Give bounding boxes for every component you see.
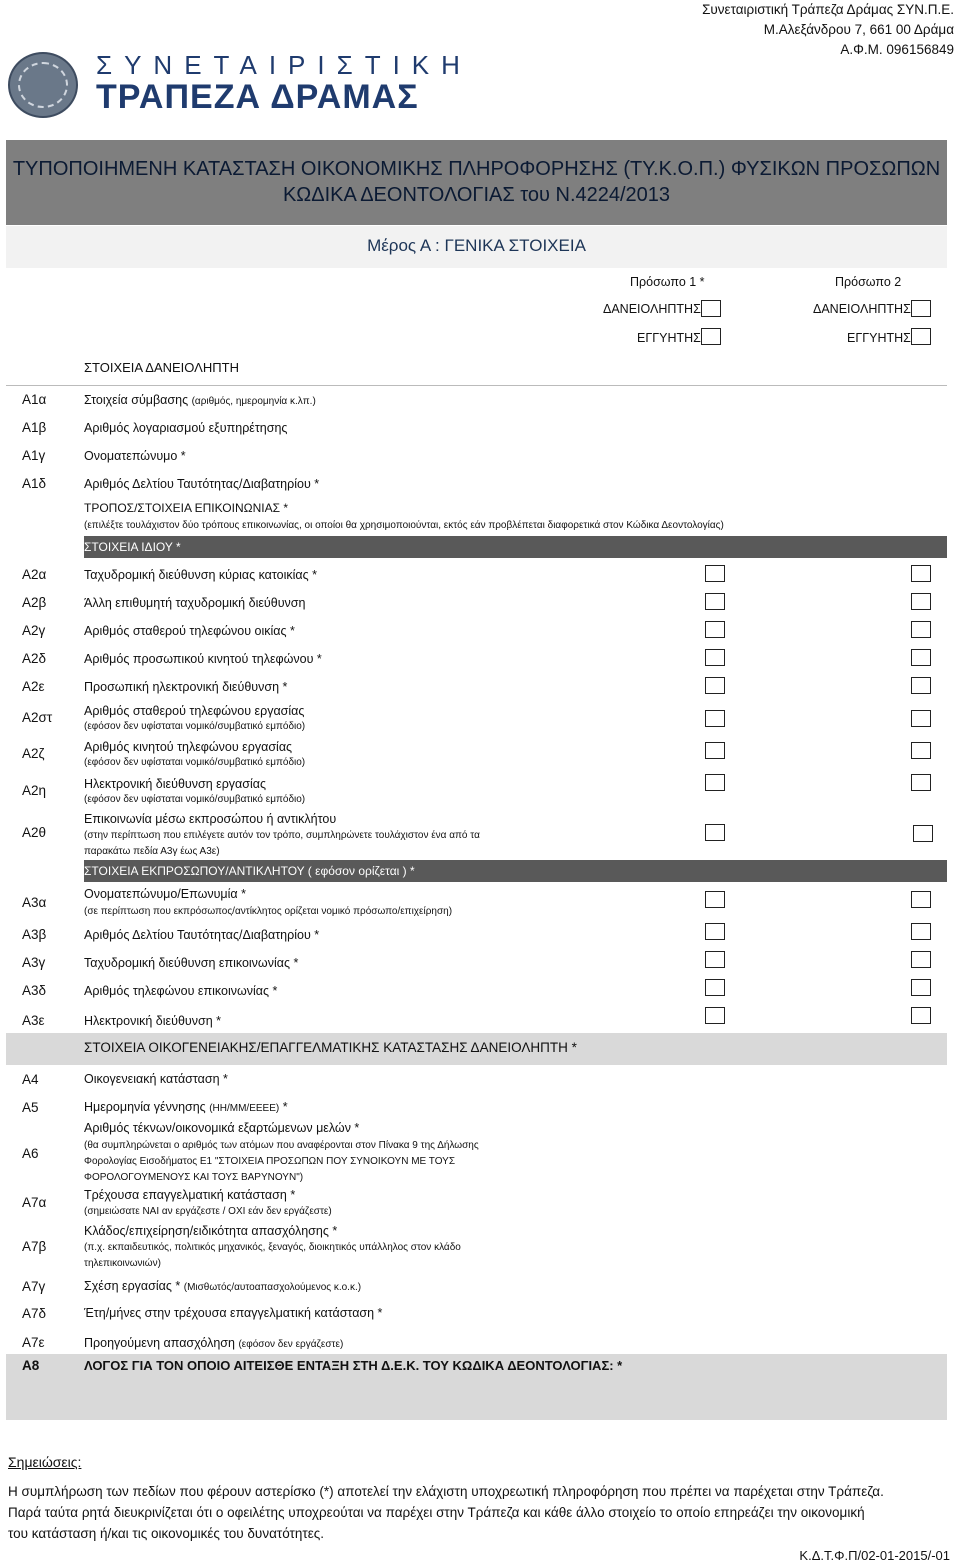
row-code: Α2η: [22, 783, 47, 798]
own-section-title: ΣΤΟΙΧΕΙΑ ΙΔΙΟΥ *: [84, 540, 181, 554]
row-note: τηλεπικοινωνιών): [84, 1258, 161, 1269]
row-code: Α6: [22, 1146, 39, 1161]
row-code: Α2ε: [22, 679, 45, 694]
person-1-title: Πρόσωπο 1 *: [630, 275, 705, 289]
row-label: Οικογενειακή κατάσταση *: [84, 1072, 228, 1086]
person-1-checkbox[interactable]: [705, 1007, 725, 1024]
row-code: Α2β: [22, 595, 47, 610]
row-label: Ηλεκτρονική διεύθυνση *: [84, 1014, 221, 1028]
person-1-checkbox[interactable]: [705, 710, 725, 727]
row-code: Α7ε: [22, 1335, 45, 1350]
row-label: Αριθμός σταθερού τηλεφώνου εργασίας: [84, 704, 305, 718]
bank-address: Μ.Αλεξάνδρου 7, 661 00 Δράμα: [763, 22, 954, 37]
person-1-guarantor-label: ΕΓΓΥΗΤΗΣ: [637, 331, 701, 345]
person-2-checkbox[interactable]: [911, 565, 931, 582]
row-note: Φορολογίας Εισοδήματος Ε1 "ΣΤΟΙΧΕΙΑ ΠΡΟΣΩΠΩΝ ΠΟΥ ΣΥΝΟΙΚΟΥΝ ΜΕ ΤΟΥΣ: [84, 1156, 456, 1167]
row-label: Ονοματεπώνυμο/Επωνυμία *: [84, 887, 246, 901]
person-1-borrower-checkbox[interactable]: [701, 300, 721, 317]
row-label: Προηγούμενη απασχόληση (εφόσον δεν εργάζεστε): [84, 1336, 344, 1350]
row-label: Αριθμός κινητού τηλεφώνου εργασίας: [84, 740, 293, 754]
row-code: Α2γ: [22, 623, 46, 638]
row-code: Α3α: [22, 895, 47, 910]
row-note: (στην περίπτωση που επιλέγετε αυτόν τον τρόπο, συμπληρώνετε τουλάχιστον ένα από τα: [84, 830, 480, 841]
contact-section-note: (επιλέξτε τουλάχιστον δύο τρόπους επικοινωνίας, οι οποίοι θα χρησιμοποιούνται, εκτός εάν προβλέπεται διαφορετικά στον Κώδικα Δεοντολογίας): [84, 520, 724, 531]
row-label: Αριθμός τηλεφώνου επικοινωνίας *: [84, 984, 278, 998]
row-label: Αριθμός Δελτίου Ταυτότητας/Διαβατηρίου *: [84, 928, 320, 942]
person-1-checkbox[interactable]: [705, 621, 725, 638]
row-code: Α7α: [22, 1195, 47, 1210]
person-2-checkbox[interactable]: [911, 774, 931, 791]
row-code: Α2δ: [22, 651, 47, 666]
row-label: Σχέση εργασίας * (Μισθωτός/αυτοαπασχολούμενος κ.ο.κ.): [84, 1279, 362, 1293]
notes-line-1: Η συμπλήρωση των πεδίων που φέρουν αστερίσκο (*) αποτελεί την ελάχιστη υποχρεωτική πληροφόρηση που πρέπει να παρέχεται στην Τράπεζα.: [8, 1484, 884, 1499]
borrower-section-title: ΣΤΟΙΧΕΙΑ ΔΑΝΕΙΟΛΗΠΤΗ: [84, 360, 239, 375]
row-note: (σε περίπτωση που εκπρόσωπος/αντίκλητος ορίζεται νομικό πρόσωπο/επιχείρηση): [84, 906, 453, 917]
person-2-checkbox[interactable]: [911, 621, 931, 638]
row-label: Ηλεκτρονική διεύθυνση εργασίας: [84, 777, 267, 791]
row-code: Α3β: [22, 927, 47, 942]
row-code: Α1α: [22, 392, 47, 407]
person-1-checkbox[interactable]: [705, 824, 725, 841]
coin-seal-icon: [8, 52, 78, 118]
row-label: Τρέχουσα επαγγελματική κατάσταση *: [84, 1188, 296, 1202]
person-2-checkbox[interactable]: [913, 825, 933, 842]
part-title: Μέρος Α : ΓΕΝΙΚΑ ΣΤΟΙΧΕΙΑ: [6, 226, 947, 268]
row-code: Α5: [22, 1100, 39, 1115]
person-1-checkbox[interactable]: [705, 677, 725, 694]
form-title-line-1: ΤΥΠΟΠΟΙΗΜΕΝΗ ΚΑΤΑΣΤΑΣΗ ΟΙΚΟΝΟΜΙΚΗΣ ΠΛΗΡΟΦΟΡΗΣΗΣ (ΤΥ.Κ.Ο.Π.) ΦΥΣΙΚΩΝ ΠΡΟΣΩΠΩΝ: [12, 158, 941, 180]
row-code: Α1γ: [22, 448, 46, 463]
bank-name: Συνεταιριστική Τράπεζα Δράμας ΣΥΝ.Π.Ε.: [702, 2, 954, 17]
row-code: Α4: [22, 1072, 39, 1087]
row-label: Ημερομηνία γέννησης (ΗΗ/ΜΜ/ΕΕΕΕ) *: [84, 1100, 288, 1114]
family-section-title: ΣΤΟΙΧΕΙΑ ΟΙΚΟΓΕΝΕΙΑΚΗΣ/ΕΠΑΓΓΕΛΜΑΤΙΚΗΣ ΚΑΤΑΣΤΑΣΗΣ ΔΑΝΕΙΟΛΗΠΤΗ *: [84, 1040, 577, 1055]
row-note: ΦΟΡΟΛΟΓΟΥΜΕΝΟΥΣ ΚΑΙ ΤΟΥΣ ΒΑΡΥΝΟΥΝ"): [84, 1172, 304, 1183]
person-2-checkbox[interactable]: [911, 923, 931, 940]
person-1-checkbox[interactable]: [705, 593, 725, 610]
document-code: Κ.Δ.Τ.Φ.Π/02-01-2015/-01: [799, 1548, 950, 1563]
bank-logo: [8, 48, 472, 116]
row-code: Α3γ: [22, 955, 46, 970]
person-2-checkbox[interactable]: [911, 891, 931, 908]
person-1-checkbox[interactable]: [705, 649, 725, 666]
own-section-bar: [84, 536, 947, 558]
person-2-checkbox[interactable]: [911, 1007, 931, 1024]
person-2-borrower-checkbox[interactable]: [911, 300, 931, 317]
person-2-checkbox[interactable]: [911, 710, 931, 727]
row-code: Α1β: [22, 420, 47, 435]
person-2-checkbox[interactable]: [911, 677, 931, 694]
person-1-guarantor-checkbox[interactable]: [701, 328, 721, 345]
notes-line-3: του κατάσταση ή/και τις οικονομικές του δυνατότητες.: [8, 1526, 324, 1541]
person-1-borrower-label: ΔΑΝΕΙΟΛΗΠΤΗΣ: [603, 302, 701, 316]
logo-line-2: ΤΡΑΠΕΖΑ ΔΡΑΜΑΣ: [96, 78, 419, 116]
row-code: Α1δ: [22, 476, 47, 491]
row-code: Α3δ: [22, 983, 47, 998]
bank-tax-id: Α.Φ.Μ. 096156849: [840, 42, 954, 57]
divider: [6, 385, 947, 386]
person-2-checkbox[interactable]: [911, 649, 931, 666]
row-note: (σημειώσατε ΝΑΙ αν εργάζεστε / ΟΧΙ εάν δεν εργάζεστε): [84, 1206, 332, 1217]
person-2-checkbox[interactable]: [911, 979, 931, 996]
row-label: Αριθμός Δελτίου Ταυτότητας/Διαβατηρίου *: [84, 477, 320, 491]
bank-header: [702, 0, 954, 60]
row-note: παρακάτω πεδία Α3γ έως Α3ε): [84, 846, 220, 857]
row-code: Α7β: [22, 1239, 47, 1254]
person-2-checkbox[interactable]: [911, 951, 931, 968]
row-label: Άλλη επιθυμητή ταχυδρομική διεύθυνση: [84, 596, 306, 610]
form-title: [6, 140, 947, 225]
row-label: Κλάδος/επιχείρηση/ειδικότητα απασχόλησης *: [84, 1224, 338, 1238]
person-1-checkbox[interactable]: [705, 565, 725, 582]
row-label: Ταχυδρομική διεύθυνση κύριας κατοικίας *: [84, 568, 318, 582]
row-note: (εφόσον δεν υφίσταται νομικό/συμβατικό εμπόδιο): [84, 757, 306, 768]
row-note: (εφόσον δεν υφίσταται νομικό/συμβατικό εμπόδιο): [84, 794, 306, 805]
person-1-checkbox[interactable]: [705, 742, 725, 759]
person-1-checkbox[interactable]: [705, 979, 725, 996]
row-note: (θα συμπληρώνεται ο αριθμός των ατόμων που αναφέρονται στον Πίνακα 9 της Δήλωσης: [84, 1140, 479, 1151]
person-2-guarantor-label: ΕΓΓΥΗΤΗΣ: [847, 331, 911, 345]
row-label: Έτη/μήνες στην τρέχουσα επαγγελματική κατάσταση *: [84, 1306, 383, 1320]
row-code: Α2ζ: [22, 746, 45, 761]
row-label: Στοιχεία σύμβασης (αριθμός, ημερομηνία κ.λπ.): [84, 393, 316, 407]
notes-line-2: Παρά ταύτα ρητά διευκρινίζεται ότι ο οφειλέτης υποχρεούται να παρέχει στην Τράπεζα και κάθε άλλο στοιχείο το οποίο επηρεάζει την οικονομική: [8, 1505, 865, 1520]
row-label: Αριθμός λογαριασμού εξυπηρέτησης: [84, 421, 288, 435]
form-title-line-2: ΚΩΔΙΚΑ ΔΕΟΝΤΟΛΟΓΙΑΣ του Ν.4224/2013: [282, 184, 671, 206]
person-1-checkbox[interactable]: [705, 951, 725, 968]
row-note: (π.χ. εκπαιδευτικός, πολιτικός μηχανικός, ξεναγός, διοικητικός υπάλληλος στον κλάδο: [84, 1242, 461, 1253]
row-label: Επικοινωνία μέσω εκπροσώπου ή αντικλήτου: [84, 812, 337, 826]
row-label: Ταχυδρομική διεύθυνση επικοινωνίας *: [84, 956, 299, 970]
person-2-guarantor-checkbox[interactable]: [911, 328, 931, 345]
row-code: Α2θ: [22, 825, 47, 840]
reason-label: ΛΟΓΟΣ ΓΙΑ ΤΟΝ ΟΠΟΙΟ ΑΙΤΕΙΣΘΕ ΕΝΤΑΞΗ ΣΤΗ Δ.Ε.Κ. ΤΟΥ ΚΩΔΙΚΑ ΔΕΟΝΤΟΛΟΓΙΑΣ: *: [84, 1358, 623, 1373]
person-2-borrower-label: ΔΑΝΕΙΟΛΗΠΤΗΣ: [813, 302, 911, 316]
row-code: Α7γ: [22, 1279, 46, 1294]
person-2-title: Πρόσωπο 2: [835, 275, 902, 289]
row-code: Α2στ: [22, 710, 53, 725]
person-1-checkbox[interactable]: [705, 923, 725, 940]
person-2-checkbox[interactable]: [911, 593, 931, 610]
row-code: Α7δ: [22, 1306, 47, 1321]
row-label: Αριθμός προσωπικού κινητού τηλεφώνου *: [84, 652, 322, 666]
logo-line-1: ΣΥΝΕΤΑΙΡΙΣΤΙΚΗ: [96, 50, 472, 80]
row-code: Α2α: [22, 567, 47, 582]
person-1-checkbox[interactable]: [705, 774, 725, 791]
row-code: Α3ε: [22, 1013, 45, 1028]
row-label: Ονοματεπώνυμο *: [84, 449, 186, 463]
person-2-checkbox[interactable]: [911, 742, 931, 759]
person-1-checkbox[interactable]: [705, 891, 725, 908]
representative-section-title: ΣΤΟΙΧΕΙΑ ΕΚΠΡΟΣΩΠΟΥ/ΑΝΤΙΚΛΗΤΟΥ ( εφόσον ορίζεται ) *: [84, 864, 415, 878]
contact-section-title: ΤΡΟΠΟΣ/ΣΤΟΙΧΕΙΑ ΕΠΙΚΟΙΝΩΝΙΑΣ *: [84, 501, 289, 515]
row-label: Αριθμός τέκνων/οικονομικά εξαρτώμενων μελών *: [84, 1121, 360, 1135]
row-label: Αριθμός σταθερού τηλεφώνου οικίας *: [84, 624, 295, 638]
row-code: Α8: [22, 1358, 40, 1373]
notes-heading: Σημειώσεις:: [8, 1454, 82, 1470]
row-note: (εφόσον δεν υφίσταται νομικό/συμβατικό εμπόδιο): [84, 721, 306, 732]
row-label: Προσωπική ηλεκτρονική διεύθυνση *: [84, 680, 288, 694]
